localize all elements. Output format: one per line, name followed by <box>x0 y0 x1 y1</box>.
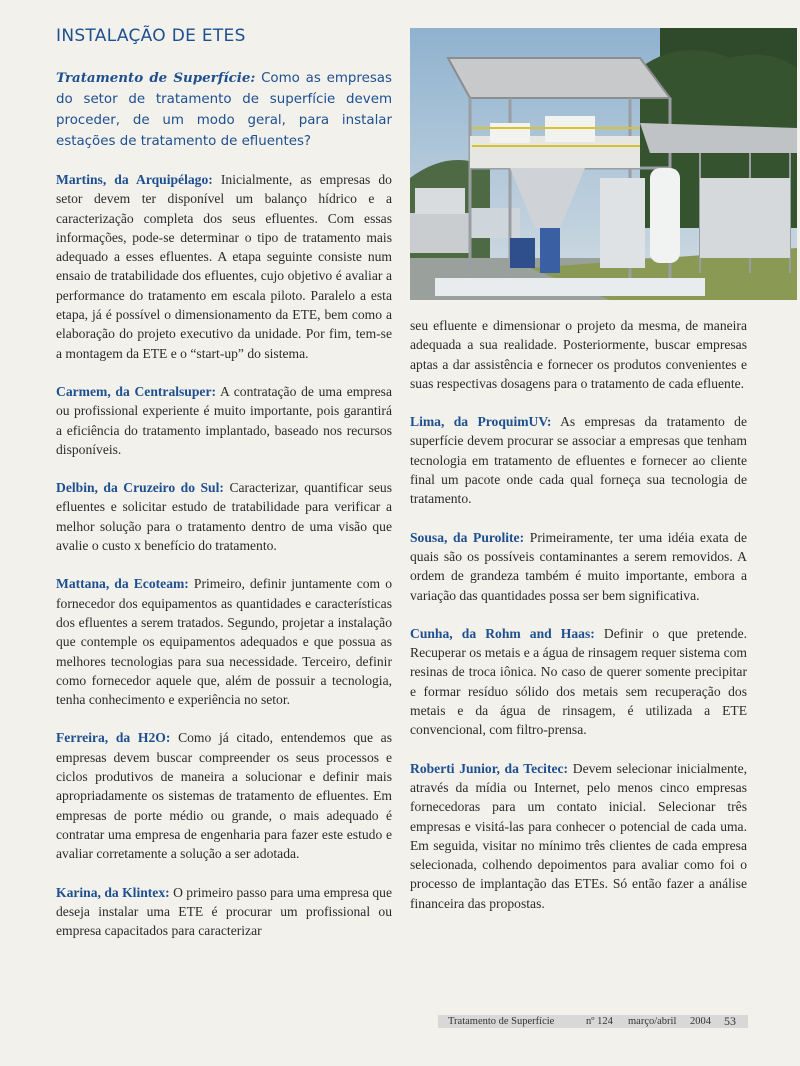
answer-ferreira <box>56 728 392 863</box>
answer-delbin <box>56 478 392 555</box>
intro-question <box>56 68 392 152</box>
answer-carmem <box>56 382 392 459</box>
answer-martins <box>56 170 392 363</box>
answer-text: Inicialmente, as empresas do setor devem ter disponível um balanço hídrico e a caracterização completa dos seus efluentes. Com essas informações, pode-se determinar o tipo de tratamento mais adequado a esses efluentes. A etapa seguinte consiste num ensaio de tratabilidade dos efluentes, cujo objetivo é avaliar a performance do tratamento em escala piloto. Paralelo a esta etapa, já é possível o dimensionamento da ETE, bem como a elaboração do projeto executivo da unidade. Por fim, tem-se a montagem da ETE e o “start-up” do sistema. <box>56 172 392 361</box>
answer-author: Cunha, da Rohm and Haas: <box>410 625 595 641</box>
answer-text: A contratação de uma empresa ou profissional experiente é muito importante, pois garantirá a eficiência do tratamento implantado, baseado nos recursos disponíveis. <box>56 383 392 457</box>
answer-text: Definir o que pretende. Recuperar os metais e a água de rinsagem requer sistema com resinas de troca iônica. No caso de querer somente precipitar e formar resíduo sólido dos metais sem recuperação dos metais e da água de rinsagem, é utilizada a ETE convencional, com filtro-prensa. <box>410 625 748 738</box>
footer-page-number: 53 <box>724 1014 736 1028</box>
answer-text: Primeiramente, ter uma idéia exata de quais são os possíveis contaminantes a serem removidos. A ordem de grandeza também é muito importante, embora a variação das quantidades possa ser bem significativa. <box>410 529 747 603</box>
answer-author: Mattana, da Ecoteam: <box>56 576 189 592</box>
answer-author: Lima, da ProquimUV: <box>410 414 552 430</box>
footer-year: 2004 <box>690 1016 711 1027</box>
answer-text: Como já citado, entendemos que as empresas devem buscar compreender os seus processos e ciclos produtivos de maneira a solucionar e definir mais apropriadamente os sistemas de tratamento de efluentes. Em empresas de porte médio ou grande, o mais adequado é contratar uma empresa de engenharia para fazer este estudo e avaliar corretamente a solução a ser adotada. <box>56 730 392 862</box>
answer-text: As empresas da tratamento de superfície devem procurar se associar a empresas que tenham tecnologia em tratamento de efluentes e fornecer ao cliente final um pacote onde cada qual forneça sua tecnologia de tratamento. <box>410 414 747 507</box>
section-title: INSTALAÇÃO DE ETES <box>56 26 246 46</box>
answer-text: Primeiro, definir juntamente com o fornecedor dos equipamentos as quantidades e características dos efluentes a serem tratados. Segundo, projetar a instalação que contemple os equipamentos adequados e que possua as melhores tecnologias para sua necessidade. Terceiro, definir como fornecedor aquele que, além de possuir a tecnologia, tenha conhecimento e experiência no setor. <box>56 576 392 708</box>
right-column <box>410 316 747 932</box>
answer-author: Sousa, da Purolite: <box>410 529 525 545</box>
answer-text: Caracterizar, quantificar seus efluentes e solicitar estudo de tratabilidade para verificar a melhor solução para o tratamento dentro de uma visão que avalie o custo x benefício do tratamento. <box>56 480 392 554</box>
answer-mattana <box>56 574 392 709</box>
answer-author: Delbin, da Cruzeiro do Sul: <box>56 480 224 496</box>
footer-issue: nº 124 <box>586 1016 613 1027</box>
ete-installation-photo <box>410 28 797 300</box>
answer-text: Devem selecionar inicialmente, através da mídia ou Internet, pelo menos cinco empresas fornecedoras para um contato inicial. Selecionar três empresas e visitá-las para conhecer o potencial de cada uma. Em seguida, visitar no mínimo três clientes de cada empresa selecionada, colhendo depoimentos para avaliar como foi o processo de implantação das ETEs. Só então fazer a análise financeira das propostas. <box>410 760 747 911</box>
answer-karina <box>56 883 392 941</box>
left-column <box>56 170 392 959</box>
answer-author: Karina, da Klintex: <box>56 884 170 900</box>
answer-sousa <box>410 528 747 605</box>
footer-date: março/abril <box>628 1016 677 1027</box>
page-footer <box>438 1015 748 1028</box>
answer-author: Roberti Junior, da Tecitec: <box>410 760 569 776</box>
answer-karina-continued: seu efluente e dimensionar o projeto da mesma, de maneira adequada a sua realidade. Posteriormente, buscar empresas aptas a dar assistência e fornecer os produtos convenientes e suas respectivas dosagens para o tratamento de cada efluente. <box>410 318 747 391</box>
answer-author: Martins, da Arquipélago: <box>56 172 213 187</box>
footer-magazine: Tratamento de Superfície <box>448 1016 555 1027</box>
intro-question-text: Como as empresas do setor de tratamento de superfície devem proceder, de um modo geral, para instalar estações de tratamento de efluentes? <box>56 71 392 149</box>
answer-text: O primeiro passo para uma empresa que deseja instalar uma ETE é procurar um profissional ou empresa capacitados para caracterizar <box>56 884 393 939</box>
answer-author: Ferreira, da H2O: <box>56 730 171 746</box>
answer-lima <box>410 412 747 508</box>
answer-roberti <box>410 759 747 913</box>
answer-author: Carmem, da Centralsuper: <box>56 383 217 399</box>
answer-cunha <box>410 624 747 740</box>
intro-lead: Tratamento de Superfície: <box>56 70 256 86</box>
